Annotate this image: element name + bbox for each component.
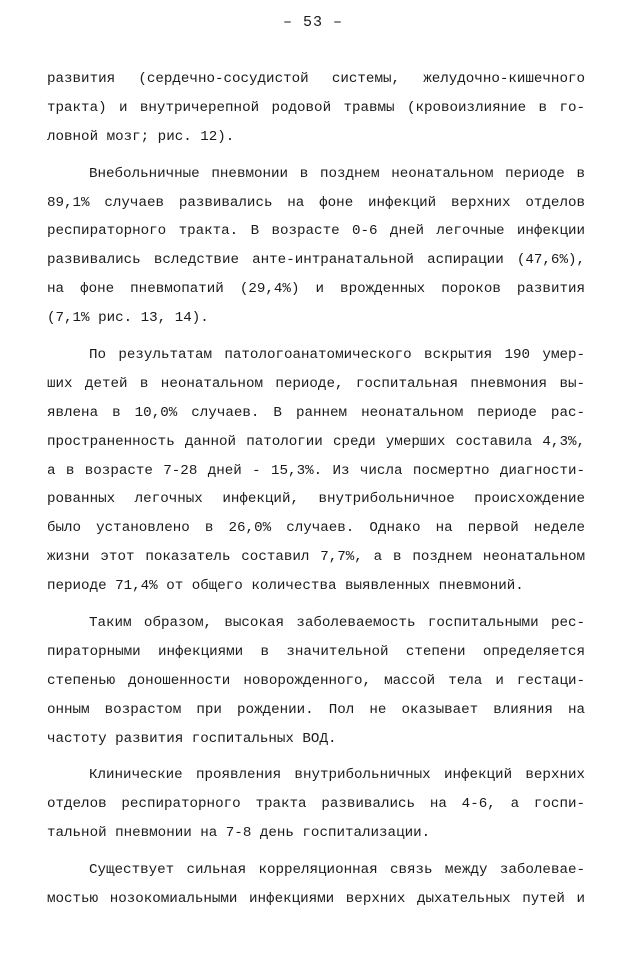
- text-line: мостью нозокомиальными инфекциями верхних дыхательных путей и: [47, 891, 585, 908]
- text-line: Клинические проявления внутрибольничных инфекций верхних: [89, 767, 585, 784]
- text-line: развития (сердечно-сосудистой системы, желудочно-кишечного: [47, 71, 585, 87]
- paragraph: [47, 609, 585, 753]
- paragraph: [47, 65, 585, 152]
- text-line: (7,1% рис. 13, 14).: [47, 310, 209, 327]
- paragraph: [47, 761, 585, 848]
- text-line: пираторными инфекциями в значительной степени определяется: [47, 643, 585, 660]
- text-line: жизни этот показатель составил 7,7%, а в позднем неонатальном: [47, 549, 585, 566]
- text-line: ших детей в неонатальном периоде, госпитальная пневмония вы-: [47, 375, 585, 392]
- paragraph: [47, 160, 585, 333]
- text-line: онным возрастом при рождении. Пол не оказывает влияния на: [47, 701, 585, 718]
- text-line: а в возрасте 7-28 дней - 15,3%. Из числа посмертно диагности-: [47, 462, 585, 479]
- text-line: 89,1% случаев развивались на фоне инфекций верхних отделов: [47, 194, 585, 211]
- text-line: ловной мозг; рис. 12).: [47, 128, 235, 145]
- text-line: частоту развития госпитальных ВОД.: [47, 730, 337, 747]
- paragraph: [47, 856, 585, 914]
- body-text: [47, 65, 585, 914]
- paragraph: [47, 341, 585, 601]
- page-number: – 53 –: [282, 14, 343, 31]
- text-line: тальной пневмонии на 7-8 день госпитализации.: [47, 825, 431, 842]
- text-line: на фоне пневмопатий (29,4%) и врожденных пороков развития: [47, 281, 585, 298]
- text-line: Таким образом, высокая заболеваемость госпитальными рес-: [89, 615, 585, 632]
- text-line: По результатам патологоанатомического вскрытия 190 умер-: [89, 347, 585, 364]
- text-line: пространенность данной патологии среди умерших составила 4,3%,: [47, 433, 585, 450]
- text-line: Внебольничные пневмонии в позднем неонатальном периоде в: [89, 165, 585, 182]
- text-line: было установлено в 26,0% случаев. Однако на первой неделе: [47, 520, 585, 537]
- text-line: респираторного тракта. В возрасте 0-6 дней легочные инфекции: [47, 223, 585, 240]
- text-line: отделов респираторного тракта развивались на 4-6, а госпи-: [47, 796, 585, 813]
- text-line: степенью доношенности новорожденного, массой тела и гестаци-: [47, 672, 585, 689]
- text-line: Существует сильная корреляционная связь между заболевае-: [89, 862, 585, 879]
- text-line: тракта) и внутричерепной родовой травмы (кровоизлияние в го-: [47, 99, 585, 116]
- text-line: явлена в 10,0% случаев. В раннем неонатальном периоде рас-: [47, 404, 585, 421]
- text-line: периоде 71,4% от общего количества выявленных пневмоний.: [47, 578, 524, 595]
- text-line: рованных легочных инфекций, внутрибольничное происхождение: [47, 491, 585, 508]
- text-line: развивались вследствие анте-интранатальной аспирации (47,6%),: [47, 252, 585, 269]
